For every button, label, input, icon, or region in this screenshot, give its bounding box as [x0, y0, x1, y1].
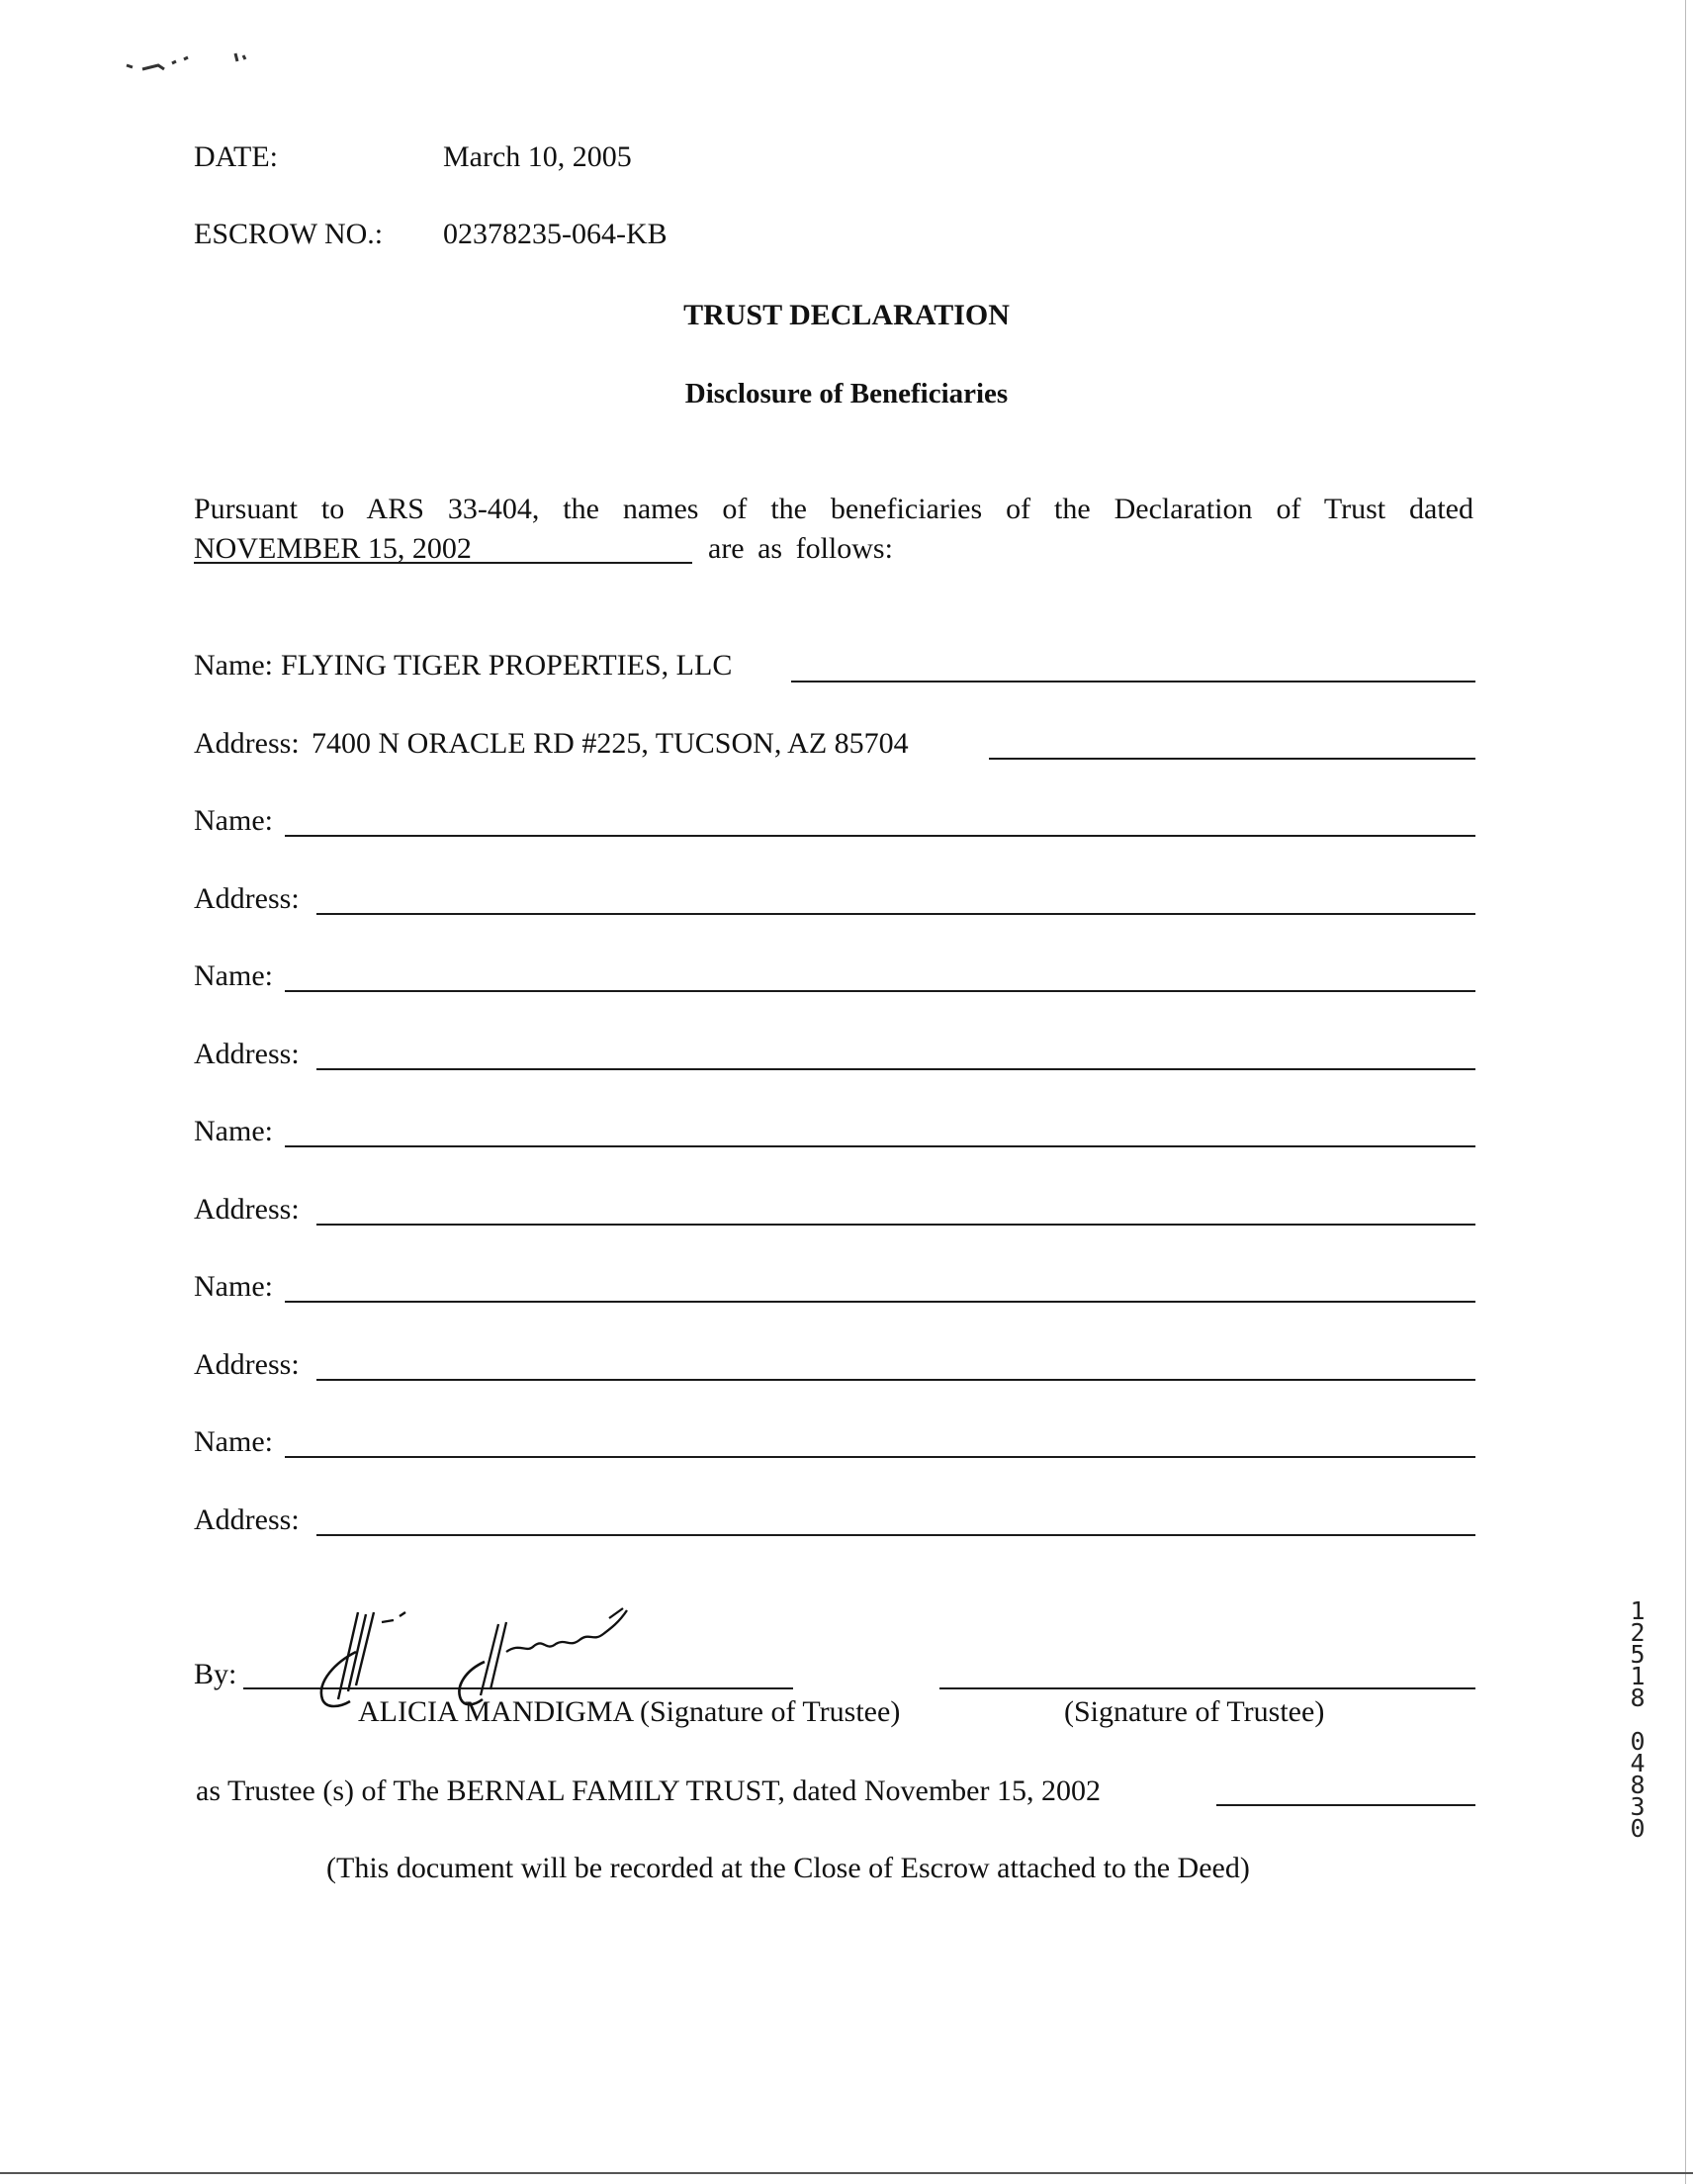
beneficiary-3-address-line	[316, 1068, 1475, 1070]
recording-digit: 8	[1630, 1771, 1646, 1799]
trustee-2-signature-line	[939, 1687, 1475, 1689]
beneficiary-1-name-label: Name:	[194, 649, 273, 682]
beneficiary-2-address-line	[316, 913, 1475, 915]
beneficiary-1-name-value: FLYING TIGER PROPERTIES, LLC	[281, 649, 733, 682]
recording-digit: 1	[1630, 1662, 1646, 1690]
date-value: March 10, 2005	[443, 140, 632, 173]
by-label: By:	[194, 1658, 237, 1690]
beneficiary-3-name-label: Name:	[194, 959, 273, 992]
recording-digit: 2	[1630, 1618, 1646, 1647]
recording-digit: 0	[1630, 1814, 1646, 1843]
trustee-statement-line	[1216, 1804, 1475, 1806]
beneficiary-6-name-line	[285, 1456, 1475, 1458]
recording-digit: 5	[1630, 1640, 1646, 1669]
scan-right-edge	[1685, 0, 1686, 2184]
trust-date-underline	[194, 562, 692, 564]
beneficiary-3-name-line	[285, 990, 1475, 992]
beneficiary-4-address-label: Address:	[194, 1193, 300, 1226]
intro-text	[194, 495, 1473, 524]
beneficiary-3-address-label: Address:	[194, 1038, 300, 1070]
escrow-label: ESCROW NO.:	[194, 218, 384, 250]
beneficiary-4-address-line	[316, 1224, 1475, 1226]
beneficiary-1-address-value: 7400 N ORACLE RD #225, TUCSON, AZ 85704	[312, 727, 909, 760]
recording-digit: 4	[1630, 1749, 1646, 1777]
beneficiary-5-name-line	[285, 1301, 1475, 1303]
recording-digit: 0	[1630, 1727, 1646, 1756]
beneficiary-2-name-line	[285, 835, 1475, 837]
date-label: DATE:	[194, 140, 278, 173]
beneficiary-2-address-label: Address:	[194, 882, 300, 915]
recording-digit: 1	[1630, 1596, 1646, 1625]
beneficiary-5-address-label: Address:	[194, 1348, 300, 1381]
trustee-statement: as Trustee (s) of The BERNAL FAMILY TRUST, dated November 15, 2002	[196, 1774, 1101, 1807]
escrow-value: 02378235-064-KB	[443, 218, 668, 250]
recording-digit: 3	[1630, 1792, 1646, 1821]
intro-sentence: Pursuant to ARS 33-404, the names of the beneficiaries of the Declaration of Trust dated	[194, 493, 1473, 525]
beneficiary-6-name-label: Name:	[194, 1425, 273, 1458]
recording-digit: 8	[1630, 1684, 1646, 1712]
beneficiary-1-address-label: Address:	[194, 727, 300, 760]
trust-date-value: NOVEMBER 15, 2002	[194, 532, 472, 565]
document-subtitle: Disclosure of Beneficiaries	[684, 378, 1009, 410]
beneficiary-2-name-label: Name:	[194, 804, 273, 837]
document-title: TRUST DECLARATION	[683, 299, 1010, 331]
beneficiary-4-name-line	[285, 1145, 1475, 1147]
trustee-2-caption: (Signature of Trustee)	[1064, 1695, 1325, 1728]
beneficiary-4-name-label: Name:	[194, 1115, 273, 1147]
beneficiary-1-name-line	[791, 681, 1475, 682]
beneficiary-5-name-label: Name:	[194, 1270, 273, 1303]
beneficiary-1-address-line	[989, 758, 1475, 760]
trustee-1-caption: ALICIA MANDIGMA (Signature of Trustee)	[358, 1695, 901, 1728]
scan-speck-mark	[119, 47, 257, 87]
footer-note: (This document will be recorded at the Close of Escrow attached to the Deed)	[326, 1852, 1250, 1884]
beneficiary-6-address-label: Address:	[194, 1503, 300, 1536]
beneficiary-5-address-line	[316, 1379, 1475, 1381]
intro-suffix: are as follows:	[708, 532, 893, 565]
recording-number	[1618, 1596, 1657, 1843]
scan-bottom-rule	[0, 2172, 1693, 2174]
beneficiary-6-address-line	[316, 1534, 1475, 1536]
